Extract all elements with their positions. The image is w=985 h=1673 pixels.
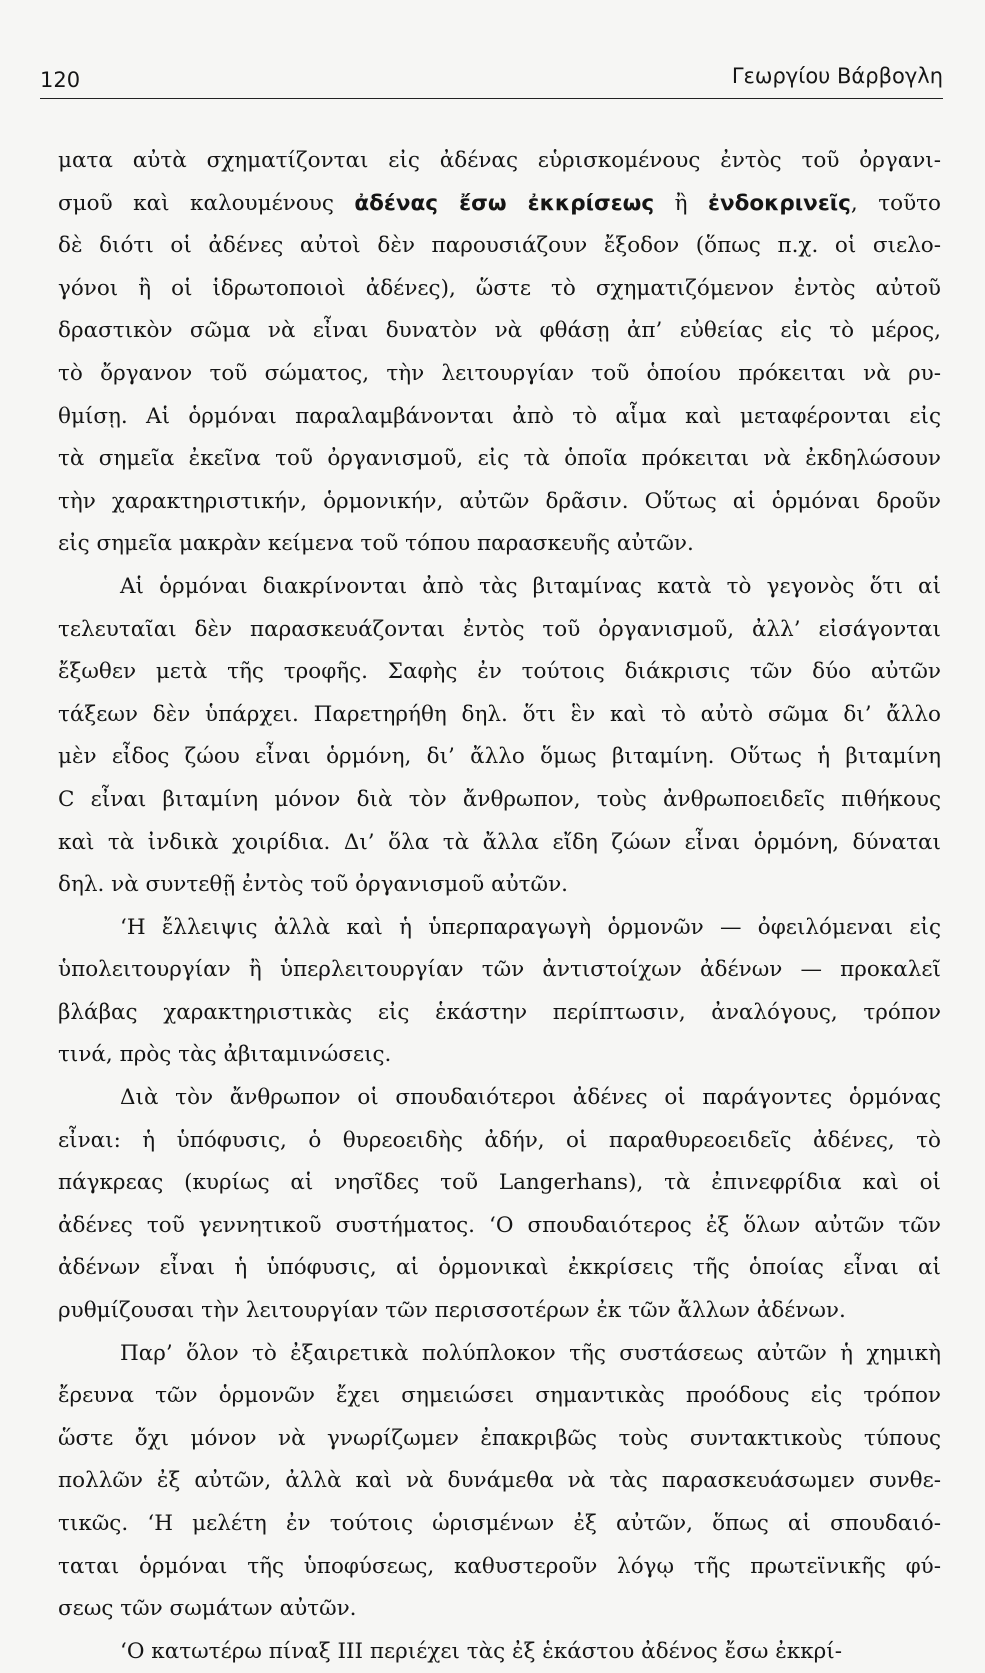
text-line bbox=[58, 651, 941, 694]
text-run: C εἶναι βιταμίνη μόνον διὰ τὸν ἄνθρωπον, τοὺς ἀνθρωποειδεῖς πιθήκους bbox=[58, 786, 941, 812]
body-text bbox=[58, 140, 941, 1673]
text-run: ὥστε ὄχι μόνον νὰ γνωρίζωμεν ἐπακριβῶς τοὺς συντακτικοὺς τύπους bbox=[58, 1425, 941, 1451]
bold-term: ἐνδοκρινεῖς bbox=[707, 190, 851, 216]
text-run: ταται ὁρμόναι τῆς ὑποφύσεως, καθυστεροῦν λόγῳ τῆς πρωτεϊνικῆς φύ- bbox=[58, 1553, 941, 1579]
bold-term: ἀδένας ἔσω ἐκκρίσεως bbox=[354, 190, 655, 216]
paragraph bbox=[58, 1077, 941, 1333]
text-run: ἢ bbox=[654, 190, 708, 216]
text-run: τικῶς. ‘Η μελέτη ἐν τούτοις ὡρισμένων ἐξ αὐτῶν, ὅπως αἱ σπουδαιό- bbox=[58, 1511, 941, 1536]
text-line bbox=[58, 949, 941, 992]
text-line bbox=[58, 1162, 941, 1205]
text-line bbox=[58, 353, 941, 396]
text-run: σμοῦ καὶ καλουμένους bbox=[58, 190, 355, 216]
text-line bbox=[58, 864, 941, 907]
text-run: εἰς σημεῖα μακρὰν κείμενα τοῦ τόπου παρασκευῆς αὐτῶν. bbox=[58, 531, 694, 557]
text-line bbox=[58, 1205, 941, 1248]
text-run: εἶναι: ἡ ὑπόφυσις, ὁ θυρεοειδὴς ἀδήν, οἱ παραθυρεοειδεῖς ἀδένες, τὸ bbox=[58, 1127, 941, 1153]
text-run: σεως τῶν σωμάτων αὐτῶν. bbox=[58, 1596, 357, 1622]
text-line bbox=[58, 992, 941, 1035]
text-run: , τοῦτο bbox=[850, 190, 941, 216]
text-run: Παρ’ ὅλον τὸ ἐξαιρετικὰ πολύπλοκον τῆς συστάσεως αὐτῶν ἡ χημικὴ bbox=[120, 1340, 941, 1366]
text-run: Διὰ τὸν ἄνθρωπον οἱ σπουδαιότεροι ἀδένες οἱ παράγοντες ὁρμόνας bbox=[120, 1085, 941, 1111]
text-run: τάξεων δὲν ὑπάρχει. Παρετηρήθη δηλ. ὅτι ἓν καὶ τὸ αὐτὸ σῶμα δι’ ἄλλο bbox=[58, 701, 941, 727]
paragraph bbox=[58, 1333, 941, 1631]
text-line bbox=[58, 1333, 941, 1376]
paragraph bbox=[58, 140, 941, 566]
text-run: τὸ ὄργανον τοῦ σώματος, τὴν λειτουργίαν τοῦ ὁποίου πρόκειται νὰ ρυ- bbox=[58, 360, 941, 386]
text-line bbox=[58, 1120, 941, 1163]
text-line bbox=[58, 736, 941, 779]
page-number: 120 bbox=[40, 68, 81, 92]
text-line bbox=[58, 1034, 941, 1077]
text-run: ὑπολειτουργίαν ἢ ὑπερλειτουργίαν τῶν ἀντιστοίχων ἀδένων — προκαλεῖ bbox=[58, 957, 941, 983]
text-line bbox=[58, 822, 941, 865]
text-run: μὲν εἶδος ζώου εἶναι ὁρμόνη, δι’ ἄλλο ὅμως βιταμίνη. Οὕτως ἡ βιταμίνη bbox=[58, 744, 941, 770]
text-line bbox=[58, 1460, 941, 1503]
text-line bbox=[58, 1631, 941, 1673]
text-line bbox=[58, 396, 941, 439]
text-line bbox=[58, 1290, 941, 1333]
text-run: ἔξωθεν μετὰ τῆς τροφῆς. Σαφὴς ἐν τούτοις διάκρισις τῶν δύο αὐτῶν bbox=[58, 659, 941, 685]
text-line bbox=[58, 566, 941, 609]
text-line bbox=[58, 481, 941, 524]
text-line bbox=[58, 694, 941, 737]
text-line bbox=[58, 268, 941, 311]
text-line bbox=[58, 1546, 941, 1589]
text-line bbox=[58, 140, 941, 183]
text-run: δὲ διότι οἱ ἀδένες αὐτοὶ δὲν παρουσιάζουν ἔξοδον (ὅπως π.χ. οἱ σιελο- bbox=[58, 233, 941, 259]
text-line bbox=[58, 1418, 941, 1461]
text-line bbox=[58, 1077, 941, 1120]
text-run: ἔρευνα τῶν ὁρμονῶν ἔχει σημειώσει σημαντικὰς προόδους εἰς τρόπον bbox=[58, 1383, 941, 1409]
text-run: δραστικὸν σῶμα νὰ εἶναι δυνατὸν νὰ φθάσῃ ἀπ’ εὐθείας εἰς τὸ μέρος, bbox=[58, 318, 941, 344]
text-run: τελευταῖαι δὲν παρασκευάζονται ἐντὸς τοῦ ὀργανισμοῦ, ἀλλ’ εἰσάγονται bbox=[58, 616, 941, 642]
text-run: γόνοι ἢ οἱ ἱδρωτοποιοὶ ἀδένες), ὥστε τὸ σχηματιζόμενον ἐντὸς αὐτοῦ bbox=[58, 275, 941, 301]
text-line bbox=[58, 1588, 941, 1631]
page-header bbox=[40, 62, 943, 99]
text-run: ἀδένων εἶναι ἡ ὑπόφυσις, αἱ ὁρμονικαὶ ἐκκρίσεις τῆς ὁποίας εἶναι αἱ bbox=[58, 1255, 941, 1281]
text-run: ‘Ο κατωτέρω πίναξ III περιέχει τὰς ἐξ ἑκάστου ἀδένος ἔσω ἐκκρί- bbox=[120, 1638, 842, 1664]
text-line bbox=[58, 310, 941, 353]
text-run: δηλ. νὰ συντεθῇ ἐντὸς τοῦ ὀργανισμοῦ αὐτῶν. bbox=[58, 872, 568, 898]
text-line bbox=[58, 523, 941, 566]
text-line bbox=[58, 609, 941, 652]
text-run: Αἱ ὁρμόναι διακρίνονται ἀπὸ τὰς βιταμίνας κατὰ τὸ γεγονὸς ὅτι αἱ bbox=[120, 573, 941, 599]
text-run: τινά, πρὸς τὰς ἀβιταμινώσεις. bbox=[58, 1042, 392, 1068]
text-line bbox=[58, 225, 941, 268]
text-line bbox=[58, 1375, 941, 1418]
text-line bbox=[58, 779, 941, 822]
text-line bbox=[58, 183, 941, 226]
paragraph bbox=[58, 907, 941, 1077]
text-line bbox=[58, 907, 941, 950]
text-run: ματα αὐτὰ σχηματίζονται εἰς ἀδένας εὑρισκομένους ἐντὸς τοῦ ὀργανι- bbox=[58, 148, 941, 173]
text-run: βλάβας χαρακτηριστικὰς εἰς ἑκάστην περίπτωσιν, ἀναλόγους, τρόπον bbox=[58, 999, 941, 1025]
text-run: ρυθμίζουσαι τὴν λειτουργίαν τῶν περισσοτέρων ἐκ τῶν ἄλλων ἀδένων. bbox=[58, 1298, 846, 1324]
text-run: θμίσῃ. Αἱ ὁρμόναι παραλαμβάνονται ἀπὸ τὸ αἷμα καὶ μεταφέρονται εἰς bbox=[58, 403, 941, 429]
text-run: ἀδένες τοῦ γεννητικοῦ συστήματος. ‘Ο σπουδαιότερος ἐξ ὅλων αὐτῶν τῶν bbox=[58, 1212, 941, 1238]
text-run: πολλῶν ἐξ αὐτῶν, ἀλλὰ καὶ νὰ δυνάμεθα νὰ τὰς παρασκευάσωμεν συνθε- bbox=[58, 1468, 941, 1494]
paragraph bbox=[58, 566, 941, 907]
text-run: πάγκρεας (κυρίως αἱ νησῖδες τοῦ Langerhans), τὰ ἐπινεφρίδια καὶ οἱ bbox=[58, 1170, 941, 1196]
paragraph bbox=[58, 1631, 941, 1673]
text-run: τὴν χαρακτηριστικήν, ὁρμονικήν, αὐτῶν δρᾶσιν. Οὕτως αἱ ὁρμόναι δροῦν bbox=[58, 488, 941, 514]
text-line bbox=[58, 1503, 941, 1546]
text-run: ‘Η ἔλλειψις ἀλλὰ καὶ ἡ ὑπερπαραγωγὴ ὁρμονῶν — ὀφειλόμεναι εἰς bbox=[120, 914, 941, 940]
running-head: Γεωργίου Βάρβογλη bbox=[731, 64, 943, 88]
text-run: καὶ τὰ ἰνδικὰ χοιρίδια. Δι’ ὅλα τὰ ἄλλα εἴδη ζώων εἶναι ὁρμόνη, δύναται bbox=[58, 829, 941, 855]
text-run: τὰ σημεῖα ἐκεῖνα τοῦ ὀργανισμοῦ, εἰς τὰ ὁποῖα πρόκειται νὰ ἐκδηλώσουν bbox=[58, 446, 941, 472]
text-line bbox=[58, 1247, 941, 1290]
text-line bbox=[58, 438, 941, 481]
